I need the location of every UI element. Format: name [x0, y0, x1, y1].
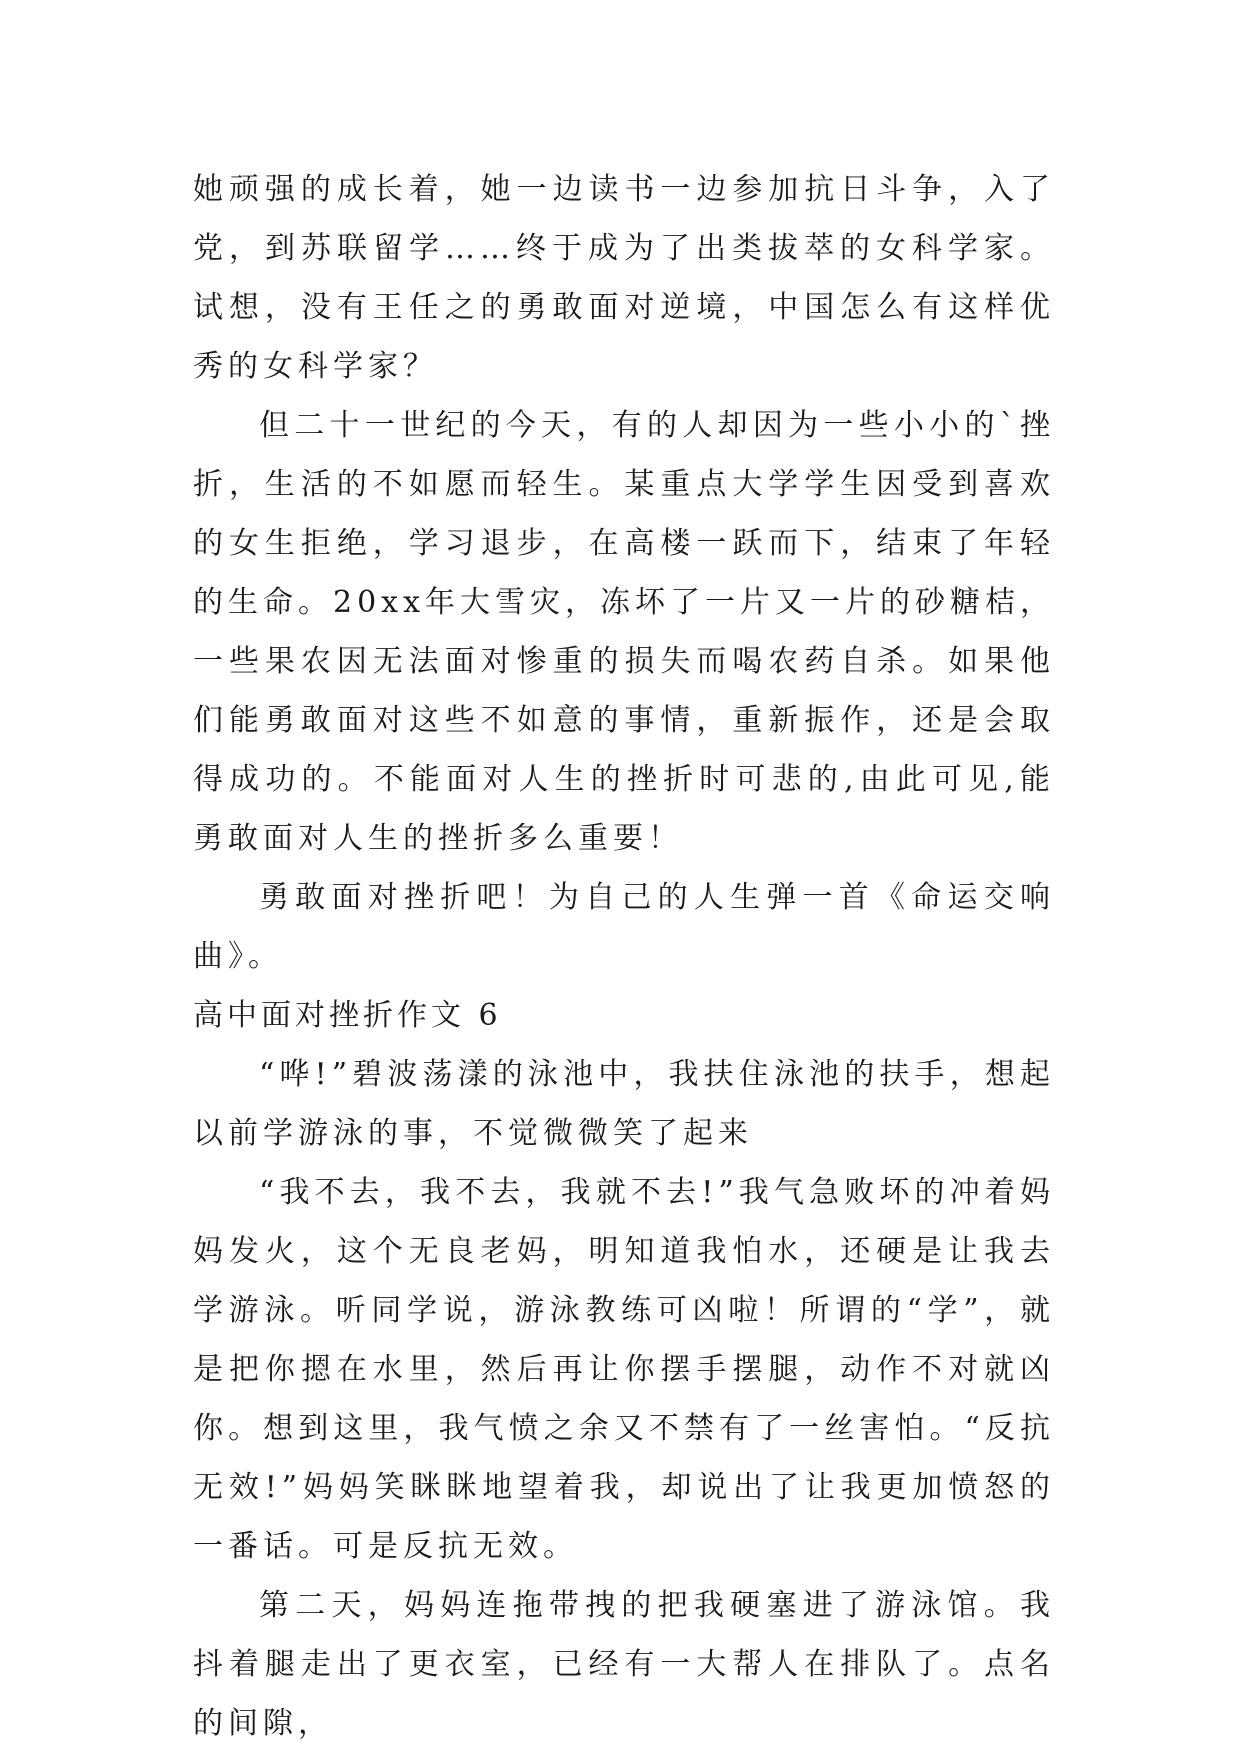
paragraph-refusal: “我不去，我不去，我就不去!”我气急败坏的冲着妈妈发火，这个无良老妈，明知道我怕水，还硬是让我去学游泳。听同学说，游泳教练可凶啦！所谓的“学”，就是把你摁在水里，然后再让你摆手摆腿，动作不对就凶你。想到这里，我气愤之余又不禁有了一丝害怕。“反抗无效!”妈妈笑眯眯地望着我，却说出了让我更加愤怒的一番话。可是反抗无效。	[193, 1175, 1055, 1564]
paragraph-continuation: 她顽强的成长着，她一边读书一边参加抗日斗争，入了党，到苏联留学……终于成为了出类拔萃的女科学家。试想，没有王任之的勇敢面对逆境，中国怎么有这样优秀的女科学家？	[193, 172, 1055, 384]
document-body	[193, 160, 1055, 1753]
paragraph-pool-opening: “哗!”碧波荡漾的泳池中，我扶住泳池的扶手，想起以前学游泳的事，不觉微微笑了起来	[193, 1057, 1055, 1151]
paragraph-conclusion: 勇敢面对挫折吧！为自己的人生弹一首《命运交响曲》。	[193, 880, 1055, 974]
essay-heading: 高中面对挫折作文 6	[193, 998, 502, 1033]
paragraph-next-day: 第二天，妈妈连拖带拽的把我硬塞进了游泳馆。我抖着腿走出了更衣室，已经有一大帮人在排队了。点名的间隙，	[193, 1588, 1055, 1741]
paragraph-modern-setbacks: 但二十一世纪的今天，有的人却因为一些小小的`挫折，生活的不如愿而轻生。某重点大学学生因受到喜欢的女生拒绝，学习退步，在高楼一跃而下，结束了年轻的生命。20xx年大雪灾，冻坏了一片又一片的砂糖桔，一些果农因无法面对惨重的损失而喝农药自杀。如果他们能勇敢面对这些不如意的事情，重新振作，还是会取得成功的。不能面对人生的挫折时可悲的,由此可见,能勇敢面对人生的挫折多么重要！	[193, 408, 1056, 856]
